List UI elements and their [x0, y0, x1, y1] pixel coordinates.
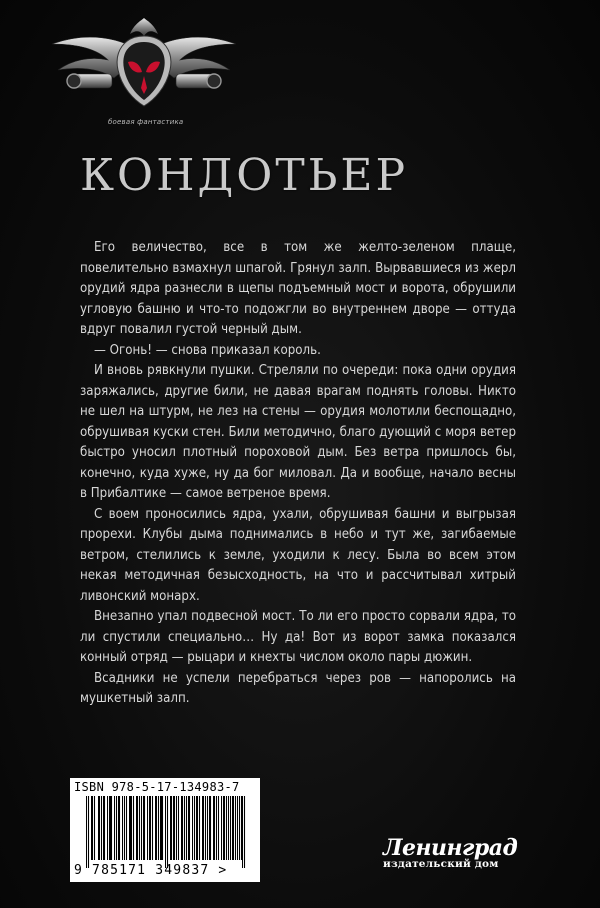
blurb-text: [80, 238, 516, 710]
publisher-subtitle: издательский дом: [383, 858, 499, 870]
isbn-barcode: [70, 778, 260, 882]
publisher-logo: [383, 836, 518, 870]
series-logo: [50, 14, 238, 124]
barcode-bars: [86, 796, 246, 868]
paragraph: С воем проносились ядра, ухали, обрушивая башни и выгрызая прорехи. Клубы дыма поднимались в небо и тут же, загибаемые ветром, стелились к земле, уходили к лесу. Была во всем этом некая методичная безысходность, на что и рассчитывал хитрый ливонский монарх.: [80, 506, 516, 604]
book-title: КОНДОТЬЕР: [80, 150, 409, 201]
paragraph: Всадники не успели перебраться через ров — напоролись на мушкетный залп.: [80, 670, 516, 706]
series-caption: боевая фантастика: [108, 118, 184, 126]
paragraph: Его величество, все в том же желто-зеленом плаще, повелительно взмахнул шпагой. Грянул залп. Вырвавшиеся из жерл орудий ядра разнесли в щепы подъемный мост и ворота, обрушили угловую башню и что-то подожгли во внутреннем дворе — оттуда вдруг повалил густой черный дым.: [80, 240, 516, 337]
paragraph: Внезапно упал подвесной мост. То ли его просто сорвали ядра, то ли спустили специально… Ну да! Вот из ворот замка показался конный отряд — рыцари и кнехты числом около пары дюжин.: [80, 609, 516, 665]
isbn-number: ISBN 978-5-17-134983-7: [74, 780, 240, 794]
winged-alien-skull-icon: [50, 14, 238, 119]
paragraph: — Огонь! — снова приказал король.: [94, 342, 321, 358]
paragraph: И вновь рявкнули пушки. Стреляли по очереди: пока одни орудия заряжались, другие били, не давая врагам поднять головы. Никто не шел на штурм, не лез на стены — орудия молотили беспощадно, обрушивая куски стен. Били методично, благо дующий с моря ветер быстро уносил плотный пороховой дым. Без ветра пришлось бы, конечно, куда хуже, ну да бог миловал. Да и вообще, начало весны в Прибалтике — самое ветреное время.: [80, 363, 516, 501]
barcode-digits: 9 785171 349837 >: [74, 863, 228, 878]
publisher-name: Ленинград: [383, 835, 518, 861]
